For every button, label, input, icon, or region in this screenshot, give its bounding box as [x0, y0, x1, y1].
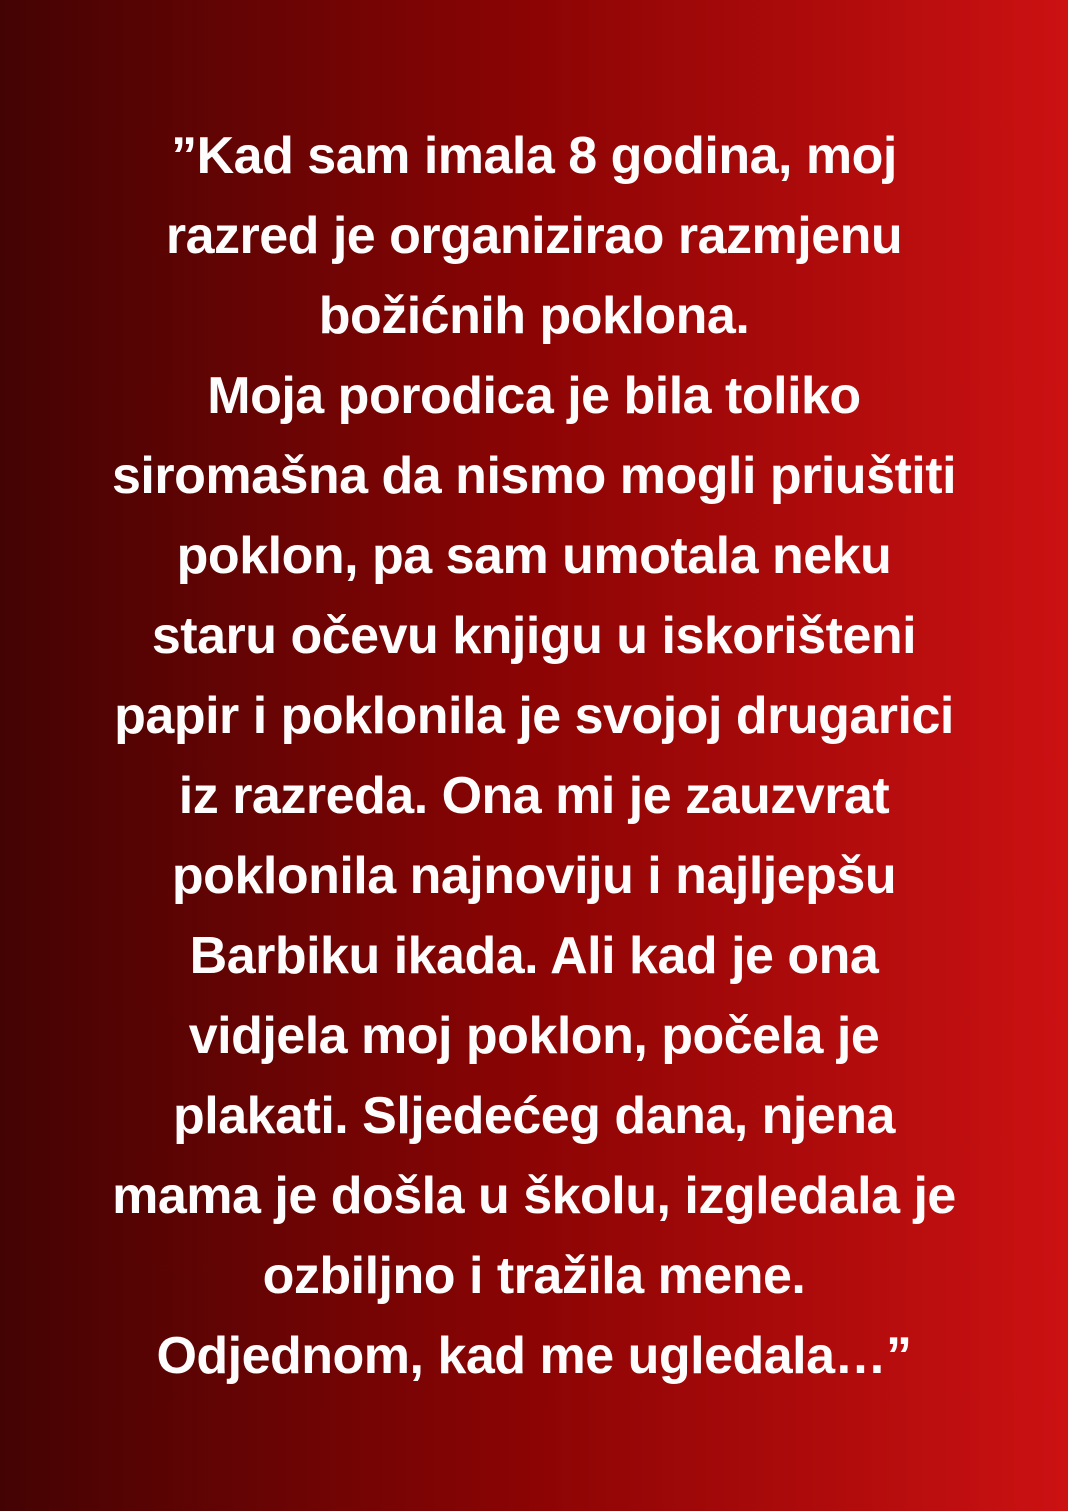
quote-line: božićnih poklona. [318, 287, 750, 345]
quote-line: vidjela moj poklon, počela je [188, 1007, 880, 1065]
quote-line: mama je došla u školu, izgledala je [112, 1167, 956, 1225]
quote-line: papir i poklonila je svojoj drugarici [114, 687, 954, 745]
quote-line: siromašna da nismo mogli priuštiti [111, 447, 957, 505]
quote-line: staru očevu knjigu u iskorišteni [151, 607, 917, 665]
quote-line: poklon, pa sam umotala neku [176, 527, 892, 585]
quote-text [0, 116, 1068, 1396]
quote-line: plakati. Sljedećeg dana, njena [173, 1087, 895, 1145]
quote-line: Moja porodica je bila toliko [207, 367, 861, 425]
quote-line: poklonila najnoviju i najljepšu [171, 847, 897, 905]
quote-line: ozbiljno i tražila mene. [262, 1247, 806, 1305]
quote-line: ”Kad sam imala 8 godina, moj [171, 127, 897, 185]
quote-line: iz razreda. Ona mi je zauzvrat [178, 767, 890, 825]
quote-line: Odjednom, kad me ugledala…” [156, 1327, 912, 1385]
quote-line: Barbiku ikada. Ali kad je ona [189, 927, 879, 985]
quote-line: razred je organizirao razmjenu [165, 207, 903, 265]
